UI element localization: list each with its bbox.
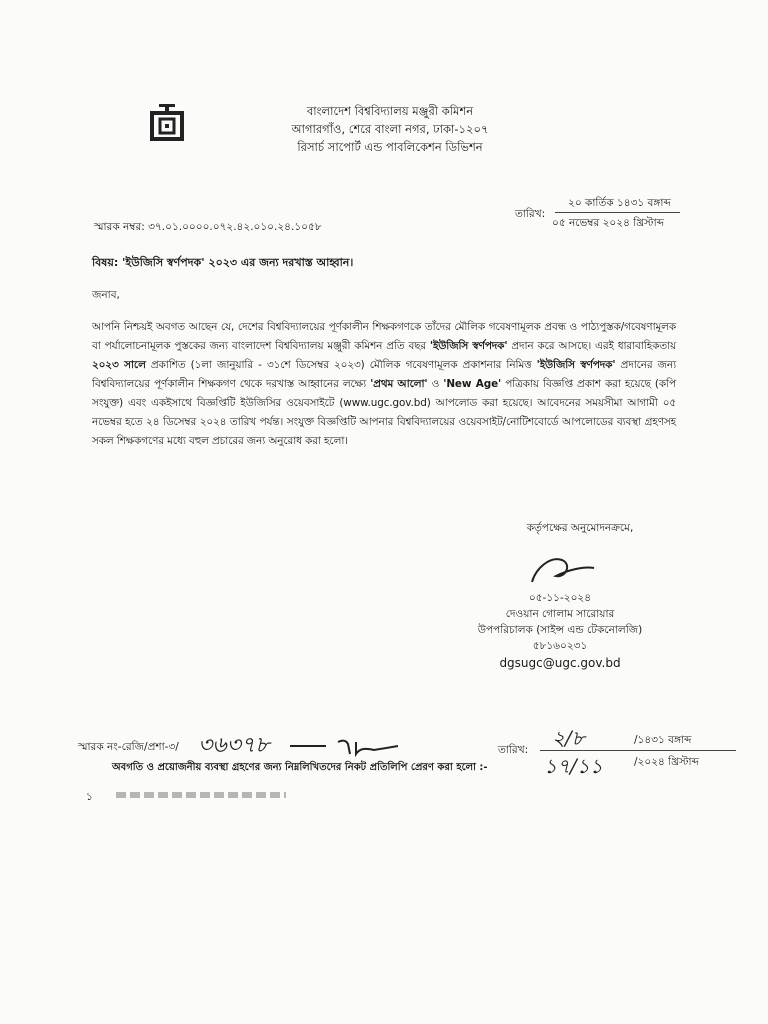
- salutation: জনাব,: [92, 289, 120, 301]
- body-text-1: আপনি নিশ্চয়ই অবগত আছেন যে, দেশের বিশ্ববিদ্যালয়ের পূর্ণকালীন শিক্ষকগণকে তাঁদের মৌলিক গবেষণামূলক প্রবন্ধ ও পাঠ্যপুস্তক/গবেষণামূলক বা পর্যালোচনামূলক পুস্তকের জন্য বাংলাদেশ বিশ্ববিদ্যালয় মঞ্জুরী কমিশন প্রতি বছর: [92, 321, 676, 352]
- subject-line: বিষয়: 'ইউজিসি স্বর্ণপদক' ২০২৩ এর জন্য দরখাস্ত আহ্বান।: [92, 256, 354, 269]
- signature-date: ০৫-১১-২০২৪: [528, 592, 592, 604]
- body-text-6: পত্রিকায় বিজ্ঞপ্তি প্রকাশ করা হয়েছে (কপি সংযুক্ত) এবং একইসাথে বিজ্ঞপ্তিটি ইউজিসির ওয়েবসাইটে (www.ugc.gov.bd) আপলোড করা হয়েছে। আবেদনের সময়সীমা আগামী ০৫ নভেম্বর হতে ২৪ ডিসেম্বর ২০২৪ তারিখ পর্যন্ত। সংযুক্ত বিজ্ঞপ্তিটি আপনার বিশ্ববিদ্যালয়ের ওয়েবসাইট/নোটিশবোর্ডে আপলোডের ব্যবস্থা গ্রহণসহ সকল শিক্ষকগণের মধ্যে বহুল প্রচারের জন্য অনুরোধ করা হলো।: [92, 378, 676, 447]
- forward-date-bangla-suffix: /১৪৩১ বঙ্গাব্দ: [634, 734, 692, 746]
- newspaper-1: 'প্রথম আলো': [370, 378, 428, 390]
- org-name: বাংলাদেশ বিশ্ববিদ্যালয় মঞ্জুরী কমিশন: [306, 104, 474, 118]
- forward-date-bangla-hand: ২/৮: [552, 726, 585, 750]
- forward-instruction: অবগতি ও প্রয়োজনীয় ব্যবস্থা গ্রহণের জন্য নিম্নলিখিতদের নিকট প্রতিলিপি প্রেরণ করা হলো :-: [112, 762, 488, 773]
- date-bangla: ২০ কার্তিক ১৪৩১ বঙ্গাব্দ: [568, 197, 671, 209]
- forward-date-gregorian-suffix: /২০২৪ খ্রিস্টাব্দ: [634, 756, 699, 768]
- handwritten-initials: [290, 738, 400, 758]
- signatory-email: dgsugc@ugc.gov.bd: [499, 656, 621, 670]
- authority-line: কর্তৃপক্ষের অনুমোদনক্রমে,: [526, 522, 634, 534]
- date-divider: [555, 212, 680, 213]
- date-label: তারিখ:: [515, 208, 546, 220]
- body-paragraph: [92, 318, 676, 451]
- signatory-designation: উপপরিচালক (সাইন্স এন্ড টেকনোলজি): [477, 624, 643, 636]
- memo-number: স্মারক নম্বর: ৩৭.০১.০০০০.০৭২.৪২.০১০.২৪.১০৫৮: [94, 221, 322, 233]
- signatory-name: দেওয়ান গোলাম সারোয়ার: [505, 608, 615, 620]
- date-gregorian: ০৫ নভেম্বর ২০২৪ খ্রিস্টাব্দ: [552, 217, 664, 229]
- forward-item-number: ১: [86, 791, 93, 803]
- forward-memo-label: স্মারক নং-রেজি/প্রশা-৩/: [78, 741, 179, 753]
- forward-date-label: তারিখ:: [498, 744, 529, 756]
- org-address: আগারগাঁও, শেরে বাংলা নগর, ঢাকা-১২০৭: [291, 122, 489, 136]
- newspaper-2: 'New Age': [443, 378, 502, 390]
- forward-memo-handwritten: ৩৬৩৭৮: [198, 733, 270, 758]
- body-text-3: প্রকাশিত (১লা জানুয়ারি - ৩১শে ডিসেম্বর ২০২৩) মৌলিক গবেষণামূলক প্রকাশনার নিমিত্ত: [145, 359, 537, 371]
- award-name-1: 'ইউজিসি স্বর্ণপদক': [429, 340, 508, 352]
- org-division: রিসার্চ সাপোর্ট এন্ড পাবলিকেশন ডিভিশন: [297, 140, 483, 154]
- award-name-2: 'ইউজিসি স্বর্ণপদক': [536, 359, 616, 371]
- forward-date-divider: [540, 750, 736, 751]
- ugc-logo-icon: [150, 104, 184, 152]
- body-text-4: প্রদানের জন্য বিশ্ববিদ্যালয়ের পূর্ণকালীন শিক্ষকগণ থেকে দরখাস্ত আহ্বানের লক্ষ্যে: [92, 359, 676, 390]
- forward-date-gregorian-hand: ১৭/১১: [544, 754, 603, 778]
- award-year: ২০২৩ সালে: [92, 359, 146, 371]
- signatory-phone: ৫৮১৬০২৩১: [532, 640, 588, 652]
- signature-mark: [528, 548, 598, 588]
- forward-item-faded-text: [116, 792, 286, 798]
- body-text-2: প্রদান করে আসছে। এরই ধারাবাহিকতায়: [507, 340, 676, 352]
- body-text-5: ও: [427, 378, 444, 390]
